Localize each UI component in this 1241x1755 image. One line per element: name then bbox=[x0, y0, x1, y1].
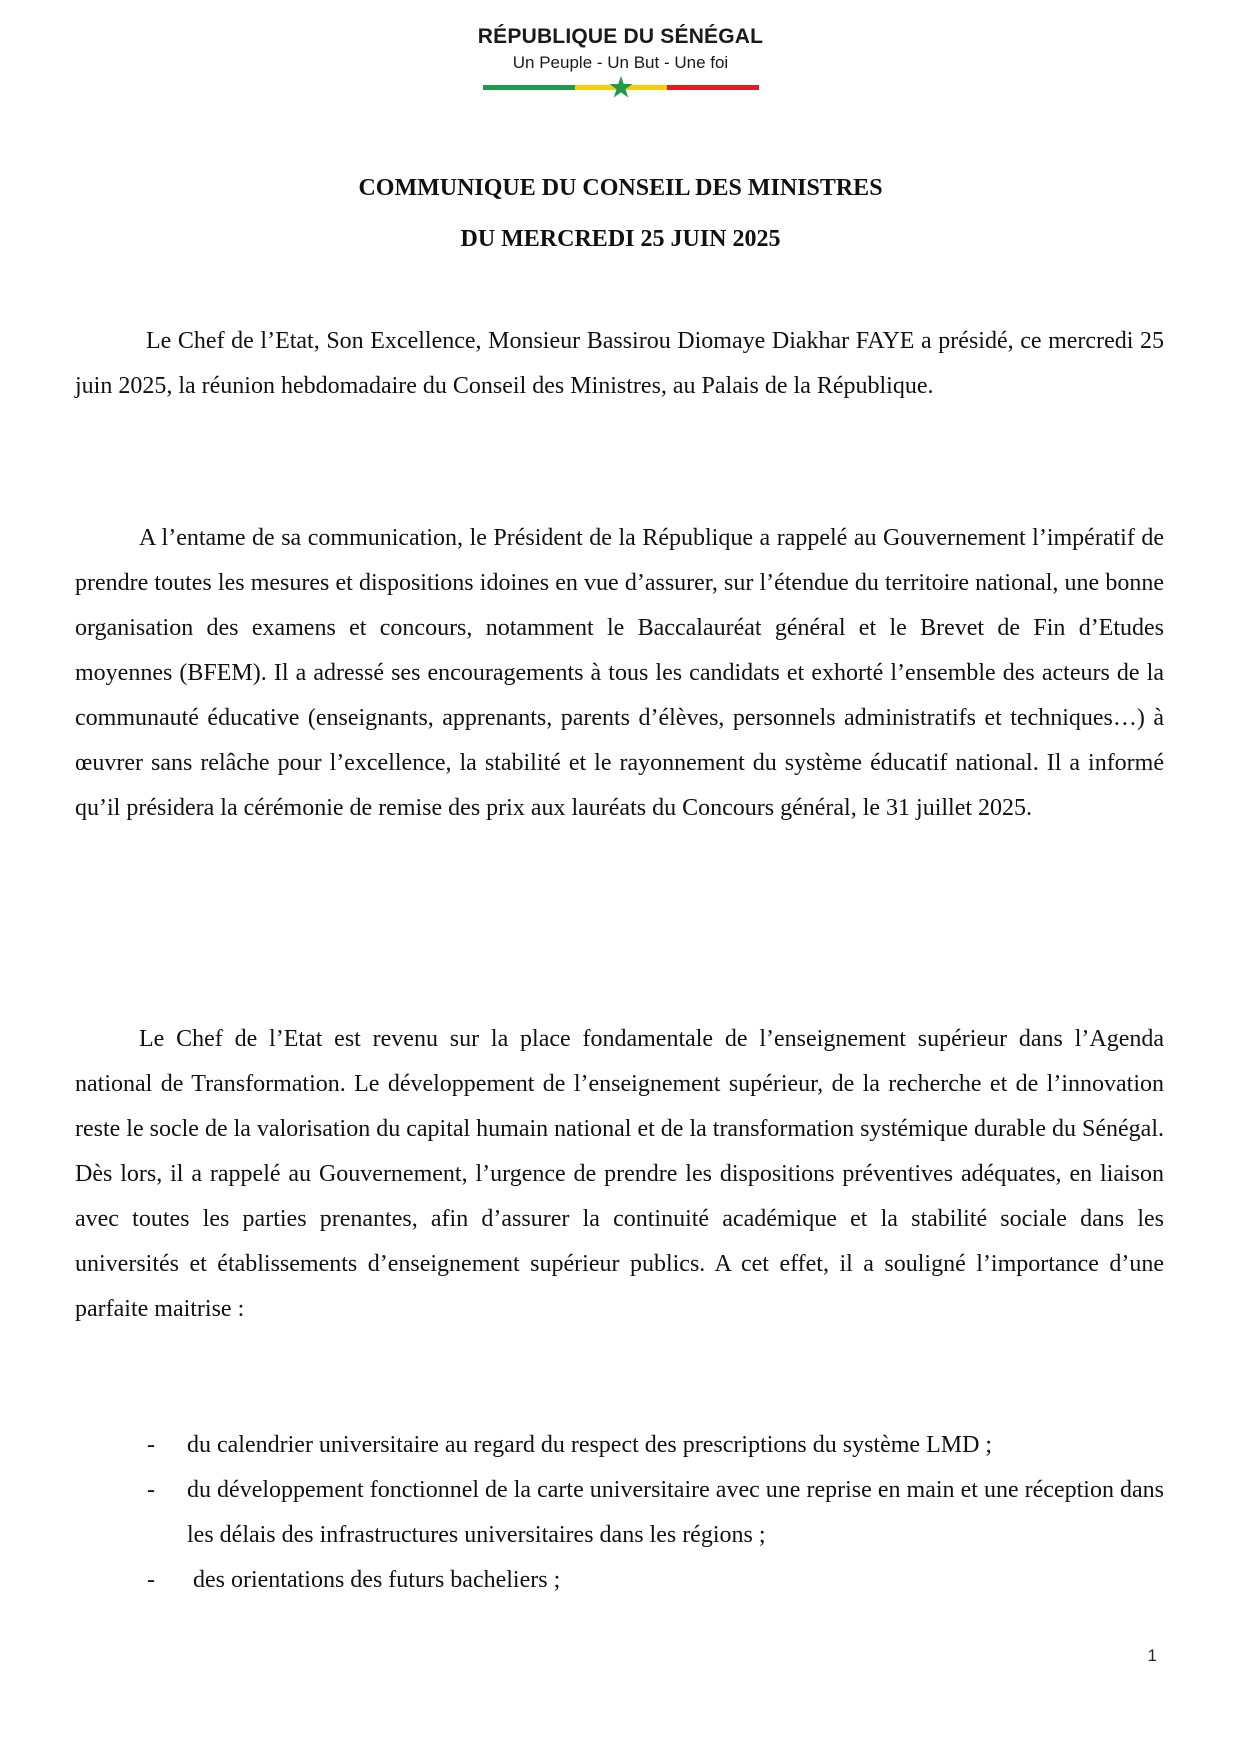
flag-green-stripe bbox=[483, 85, 575, 90]
list-item bbox=[75, 1423, 1164, 1468]
paragraph-opening: Le Chef de l’Etat, Son Excellence, Monsieur Bassirou Diomaye Diakhar FAYE a présidé, ce mercredi 25 juin 2025, la réunion hebdomadaire du Conseil des Ministres, au Palais de la République. bbox=[75, 328, 1164, 399]
communique-title: COMMUNIQUE DU CONSEIL DES MINISTRES bbox=[358, 175, 883, 201]
priorities-list bbox=[75, 1423, 1164, 1603]
bullet-dash: - bbox=[147, 1432, 155, 1458]
flag-banner bbox=[483, 76, 759, 96]
list-item bbox=[75, 1468, 1164, 1558]
national-motto: Un Peuple - Un But - Une foi bbox=[512, 53, 729, 72]
republic-header bbox=[0, 24, 1241, 96]
flag-red-stripe bbox=[667, 85, 759, 90]
list-item-text: du développement fonctionnel de la carte universitaire avec une reprise en main et une réception dans les délais des infrastructures universitaires dans les régions ; bbox=[187, 1477, 1164, 1548]
communique-date-title: DU MERCREDI 25 JUIN 2025 bbox=[460, 226, 781, 252]
star-icon bbox=[609, 76, 633, 98]
list-item-text: du calendrier universitaire au regard du respect des prescriptions du système LMD ; bbox=[187, 1432, 993, 1458]
page-number: 1 bbox=[1147, 1646, 1157, 1665]
list-item bbox=[75, 1558, 1164, 1603]
bullet-dash: - bbox=[147, 1567, 155, 1593]
paragraph-exams: A l’entame de sa communication, le Président de la République a rappelé au Gouvernement l’impératif de prendre toutes les mesures et dispositions idoines en vue d’assurer, sur l’étendue du territoire national, une bonne organisation des examens et concours, notamment le Baccalauréat général et le Brevet de Fin d’Etudes moyennes (BFEM). Il a adressé ses encouragements à tous les candidats et exhorté l’ensemble des acteurs de la communauté éducative (enseignants, apprenants, parents d’élèves, personnels administratifs et techniques…) à œuvrer sans relâche pour l’excellence, la stabilité et le rayonnement du système éducatif national. Il a informé qu’il présidera la cérémonie de remise des prix aux lauréats du Concours général, le 31 juillet 2025. bbox=[75, 525, 1164, 821]
list-item-text: des orientations des futurs bacheliers ; bbox=[193, 1567, 561, 1593]
bullet-dash: - bbox=[147, 1477, 155, 1503]
republic-name: RÉPUBLIQUE DU SÉNÉGAL bbox=[477, 25, 764, 48]
paragraph-higher-education: Le Chef de l’Etat est revenu sur la place fondamentale de l’enseignement supérieur dans l’Agenda national de Transformation. Le développement de l’enseignement supérieur, de la recherche et de l’innovation reste le socle de la valorisation du capital humain national et de la transformation systémique durable du Sénégal. Dès lors, il a rappelé au Gouvernement, l’urgence de prendre les dispositions préventives adéquates, en liaison avec toutes les parties prenantes, afin d’assurer la continuité académique et la stabilité sociale dans les universités et établissements d’enseignement supérieur publics. A cet effet, il a souligné l’importance d’une parfaite maitrise : bbox=[75, 1026, 1164, 1322]
